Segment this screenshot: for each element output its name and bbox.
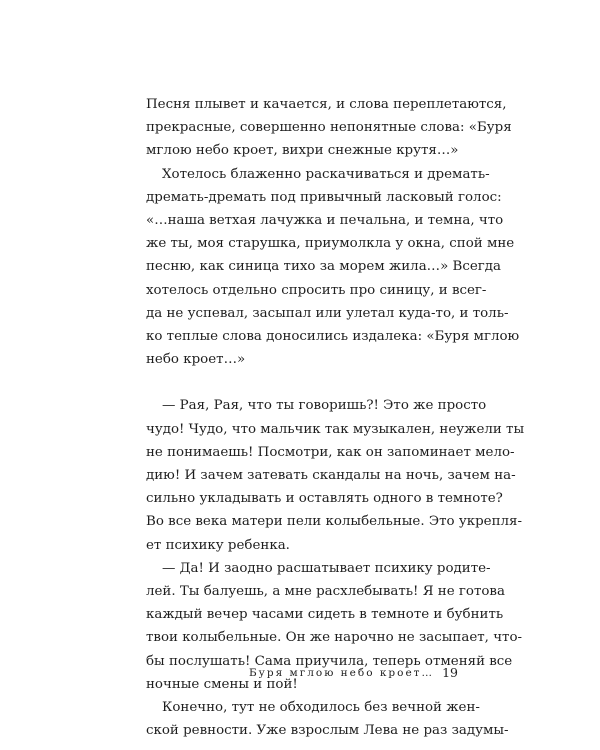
- text-line: да не успевал, засыпал или улетал куда-то, и толь-: [146, 305, 509, 321]
- text-line: не понимаешь! Посмотри, как он запоминает мело-: [146, 444, 515, 460]
- text-line: твои колыбельные. Он же нарочно не засыпает, что-: [146, 630, 523, 646]
- text-line: песню, как синица тихо за морем жила…» Всегда: [146, 259, 502, 275]
- page-text: [146, 93, 525, 742]
- text-line: небо кроет…»: [146, 352, 246, 368]
- text-line: же ты, моя старушка, приумолкла у окна, спой мне: [146, 236, 515, 252]
- text-line: мглою небо кроет, вихри снежные крутя…»: [146, 143, 459, 159]
- text-line: Хотелось блаженно раскачиваться и дремать-: [162, 166, 490, 182]
- text-line: чудо! Чудо, что мальчик так музыкален, неужели ты: [146, 421, 525, 437]
- text-line: дию! И зачем затевать скандалы на ночь, зачем на-: [146, 468, 516, 483]
- running-head: Буря мглою небо кроет…: [248, 667, 434, 679]
- text-line: Конечно, тут не обходилось без вечной жен-: [162, 699, 480, 715]
- text-line: Песня плывет и качается, и слова переплетаются,: [146, 97, 507, 112]
- text-line: Во все века матери пели колыбельные. Это укрепля-: [146, 514, 522, 530]
- text-line: хотелось отдельно спросить про синицу, и всег-: [146, 282, 487, 298]
- page-footer: [146, 663, 458, 683]
- text-line: — Да! И заодно расшатывает психику родите-: [162, 560, 491, 576]
- text-line: каждый вечер часами сидеть в темноте и бубнить: [146, 607, 504, 623]
- page-number: 19: [442, 665, 458, 680]
- text-line: сильно укладывать и оставлять одного в темноте?: [146, 491, 503, 507]
- text-line: ночные смены и пой!: [146, 676, 298, 692]
- text-line: ской ревности. Уже взрослым Лева не раз задумы-: [146, 723, 509, 739]
- text-line: лей. Ты балуешь, а мне расхлебывать! Я не готова: [146, 583, 505, 599]
- text-line: — Рая, Рая, что ты говоришь?! Это же просто: [162, 398, 487, 414]
- section-break: [146, 371, 458, 394]
- text-line: ет психику ребенка.: [146, 537, 290, 553]
- text-line: ко теплые слова доносились издалека: «Буря мглою: [146, 328, 520, 344]
- text-line: «…наша ветхая лачужка и печальна, и темна, что: [146, 212, 504, 228]
- text-line: дремать-дремать под привычный ласковый голос:: [146, 189, 502, 205]
- text-line: прекрасные, совершенно непонятные слова: «Буря: [146, 120, 512, 136]
- text-line: бы послушать! Сама приучила, теперь отменяй все: [146, 653, 513, 669]
